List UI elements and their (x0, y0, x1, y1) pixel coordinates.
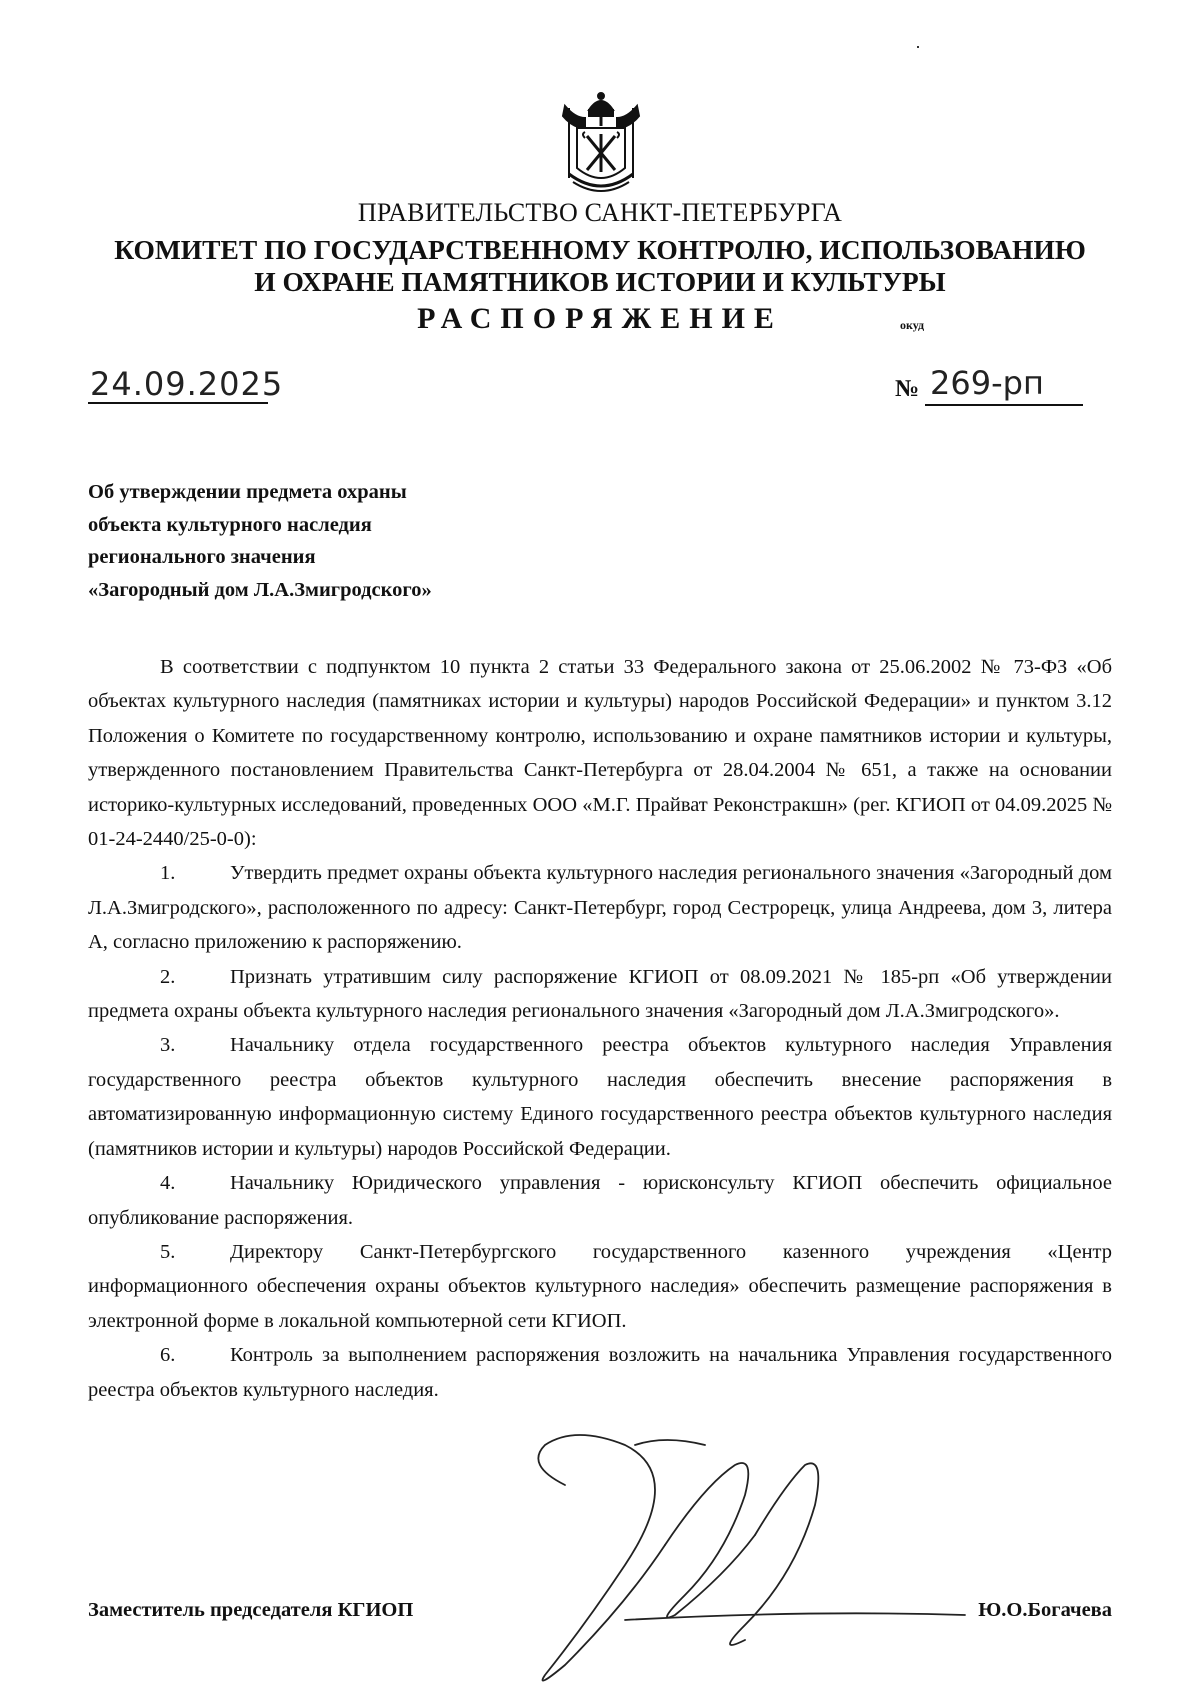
document-number: 269-рп (930, 364, 1044, 402)
item-text: Контроль за выполнением распоряжения возложить на начальника Управления государственного реестра объектов культурного наследия. (88, 1344, 1112, 1401)
preamble: В соответствии с подпунктом 10 пункта 2 статьи 33 Федерального закона от 25.06.2002 № 73-ФЗ «Об объектах культурного наследия (памятниках истории и культуры) народов Российской Федерации» и пунктом 3.12 Положения о Комитете по государственному контролю, использованию и охране памятников истории и культуры, утвержденного постановлением Правительства Санкт-Петербурга от 28.04.2004 № 651, а также на основании историко-культурных исследований, проведенных ООО «М.Г. Прайват Реконстракшн» (рег. КГИОП от 04.09.2025 № 01-24-2440/25-0-0): (88, 656, 1112, 851)
subject-line: объекта культурного наследия (88, 513, 372, 536)
item-number: 6. (160, 1344, 176, 1367)
order-item (88, 1028, 1112, 1166)
handwritten-signature-icon (505, 1425, 975, 1695)
item-number: 1. (160, 862, 176, 885)
signatory-position: Заместитель председателя КГИОП (88, 1599, 414, 1621)
document-date: 24.09.2025 (90, 365, 284, 403)
order-item (88, 1235, 1112, 1338)
subject-line: Об утверждении предмета охраны (88, 481, 407, 503)
subject-line: «Загородный дом Л.А.Змигродского» (88, 578, 432, 601)
order-item (88, 960, 1112, 1029)
signatory-name: Ю.О.Богачева (978, 1599, 1112, 1621)
document-subject (88, 476, 432, 606)
committee-name-line2: И ОХРАНЕ ПАМЯТНИКОВ ИСТОРИИ И КУЛЬТУРЫ (254, 266, 946, 297)
order-item (88, 856, 1112, 959)
order-item (88, 1166, 1112, 1235)
order-item (88, 1338, 1112, 1407)
item-text: Директору Санкт-Петербургского государственного казенного учреждения «Центр информационного обеспечения охраны объектов культурного наследия» обеспечить размещение распоряжения в электронной форме в локальной компьютерной сети КГИОП. (88, 1240, 1112, 1332)
document-body (88, 650, 1112, 1407)
item-number: 4. (160, 1172, 176, 1195)
date-underline (88, 402, 268, 404)
item-text: Утвердить предмет охраны объекта культурного наследия регионального значения «Загородный дом Л.А.Змигродского», расположенного по адресу: Санкт-Петербург, город Сестрорецк, улица Андреева, дом 3, литера А, согласно приложению к распоряжению. (88, 862, 1112, 954)
item-text: Признать утратившим силу распоряжение КГИОП от 08.09.2021 № 185-рп «Об утверждении предмета охраны объекта культурного наследия регионального значения «Загородный дом Л.А.Змигродского». (88, 965, 1112, 1023)
coat-of-arms-icon (555, 88, 647, 200)
subject-line: регионального значения (88, 546, 316, 568)
number-sign: № (895, 376, 920, 402)
government-name: ПРАВИТЕЛЬСТВО САНКТ-ПЕТЕРБУРГА (357, 198, 843, 227)
item-number: 5. (160, 1240, 176, 1263)
item-number: 3. (160, 1034, 176, 1057)
number-underline (925, 404, 1083, 406)
committee-name-line1: КОМИТЕТ ПО ГОСУДАРСТВЕННОМУ КОНТРОЛЮ, ИСПОЛЬЗОВАНИЮ (114, 234, 1086, 265)
okud-label: окуд (900, 318, 925, 332)
document-type-title: РАСПОРЯЖЕНИЕ (417, 302, 783, 335)
scan-speck (917, 46, 919, 48)
item-text: Начальнику отдела государственного реестра объектов культурного наследия Управления государственного реестра объектов культурного наследия обеспечить внесение распоряжения в автоматизированную информационную систему Единого государственного реестра объектов культурного наследия (памятников истории и культуры) народов Российской Федерации. (88, 1034, 1112, 1160)
item-number: 2. (160, 965, 176, 988)
item-text: Начальнику Юридического управления - юрисконсульту КГИОП обеспечить официальное опубликование распоряжения. (88, 1172, 1112, 1229)
